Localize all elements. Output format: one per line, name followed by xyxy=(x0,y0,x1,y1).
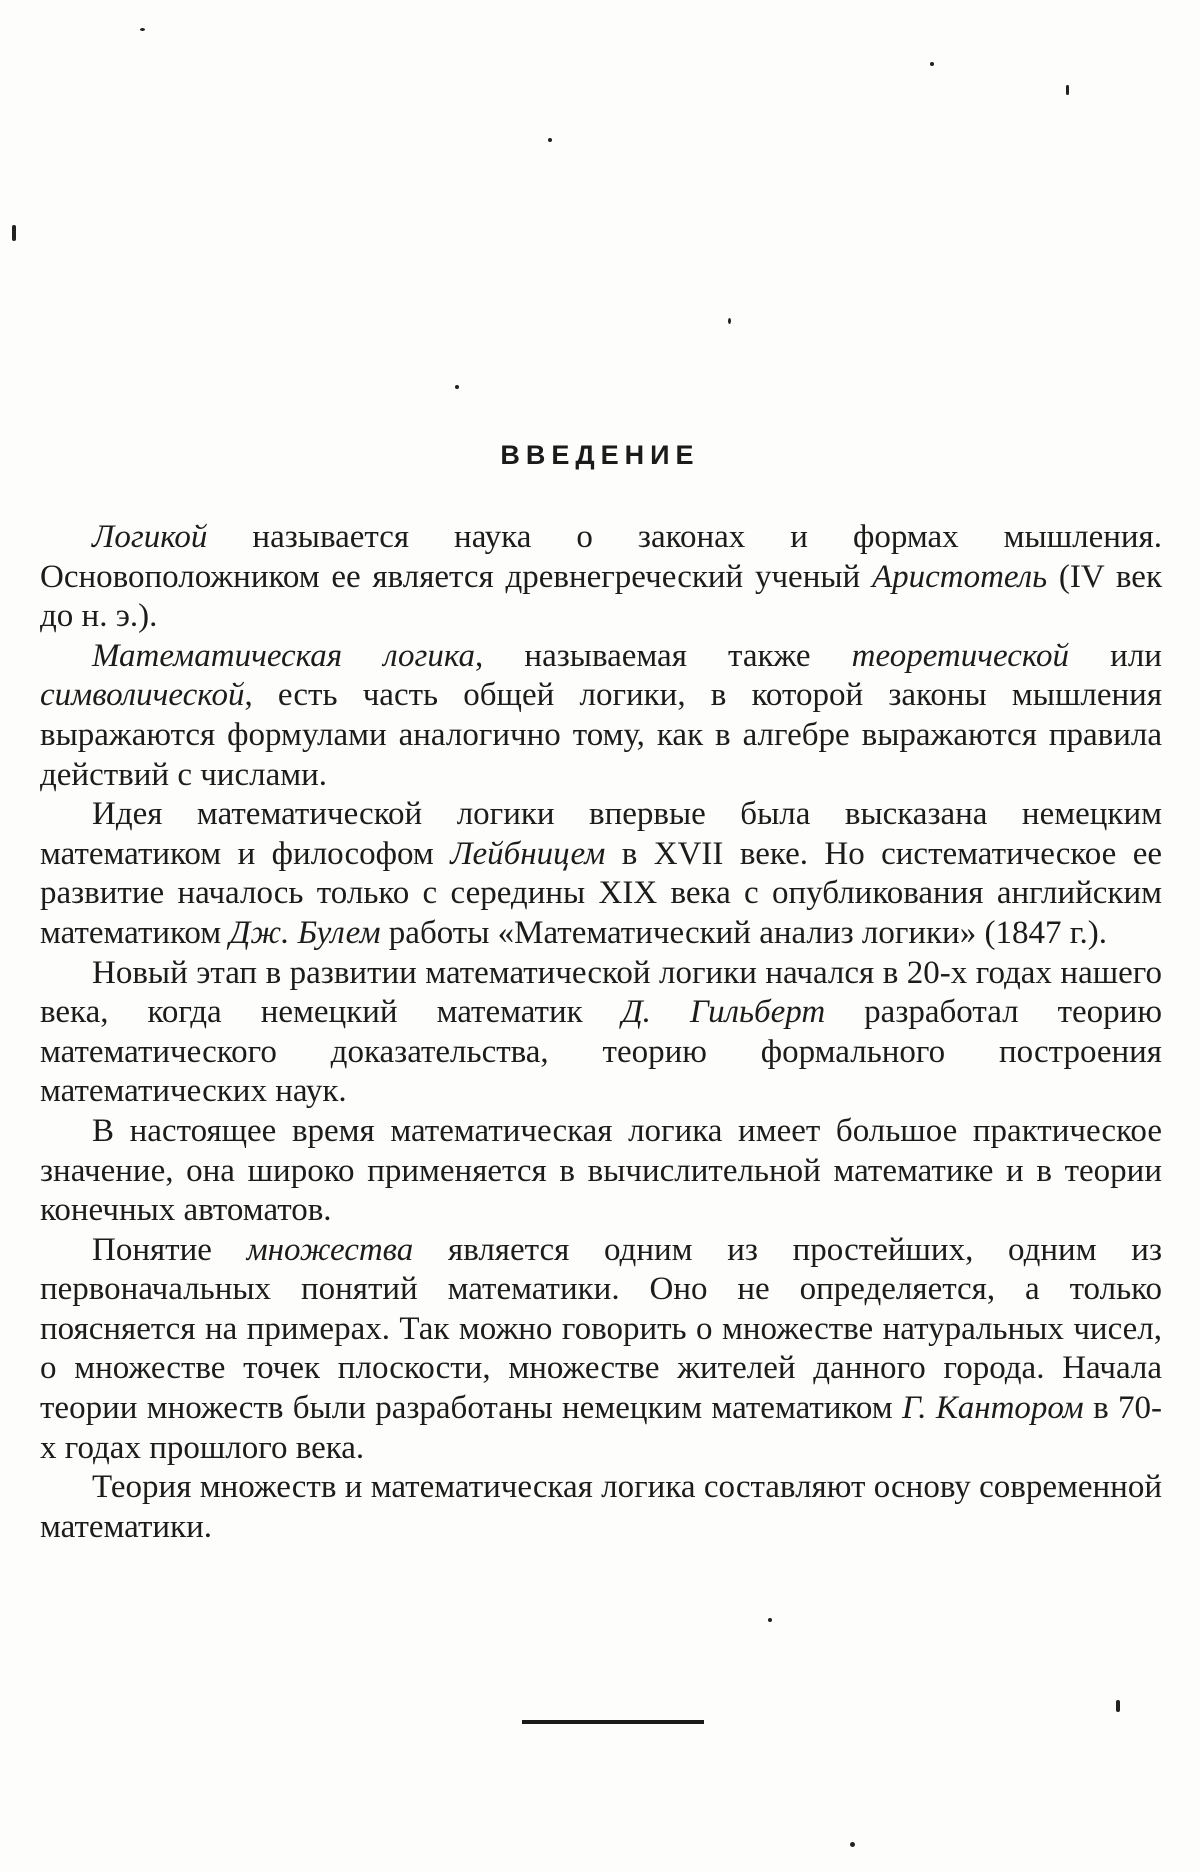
scan-speck xyxy=(768,1618,772,1622)
paragraph-applications xyxy=(40,1112,1162,1231)
paragraph-sets-concept xyxy=(40,1231,1162,1469)
text-run: называется наука о законах и формах мышления. Основоположником ее является древнегреческий ученый xyxy=(40,519,1162,595)
scan-speck xyxy=(548,138,552,142)
text-run: , есть часть общей логики, в которой законы мышления выражаются формулами аналогично тому, как в алгебре выражаются правила действий с числами. xyxy=(40,677,1162,793)
chapter-heading: ВВЕДЕНИЕ xyxy=(500,440,700,470)
scan-speck xyxy=(140,28,145,31)
text-run: работы «Математический анализ логики» (1847 г.). xyxy=(380,914,1107,951)
scan-speck xyxy=(1066,85,1069,95)
body-text xyxy=(40,518,1162,1547)
text-run: В настоящее время математическая логика имеет большое практическое значение, она широко применяется в вычислительной математике и в теории конечных автоматов. xyxy=(40,1112,1162,1229)
paragraph-math-logic-definition xyxy=(40,637,1162,795)
italic-term: Математическая логика xyxy=(92,637,476,674)
text-run: в 70-х годах прошлого века. xyxy=(40,1390,1162,1466)
text-run: Понятие xyxy=(92,1231,247,1268)
scan-speck xyxy=(455,385,459,389)
italic-term: Лейбницем xyxy=(450,835,606,872)
scan-speck xyxy=(930,62,934,66)
italic-term: теоретической xyxy=(851,637,1070,674)
text-run: (IV век до н. э.). xyxy=(40,558,1162,635)
italic-term: Д. Гильберт xyxy=(621,994,826,1031)
italic-term: символической xyxy=(40,677,245,714)
italic-term: Аристотель xyxy=(871,558,1048,595)
text-run: разработал теорию математического доказательства, теорию формального построения математических наук. xyxy=(40,994,1163,1110)
paragraph-intro-logic xyxy=(40,518,1162,637)
scan-speck xyxy=(728,318,731,324)
paragraph-foundation xyxy=(40,1468,1162,1547)
paragraph-leibniz-boole xyxy=(40,795,1162,953)
italic-term: Логикой xyxy=(92,519,208,555)
italic-term: множества xyxy=(246,1231,414,1268)
text-run: является одним из простейших, одним из первоначальных понятий математики. Оно не определяется, а только поясняется на примерах. Так можно говорить о множестве натуральных чисел, о множестве точек плоскости, множестве жителей данного города. Начала теории множеств были разработаны немецким математиком xyxy=(40,1231,1162,1427)
scan-speck xyxy=(12,225,16,241)
italic-term: Дж. Булем xyxy=(229,914,381,951)
text-run: Идея математической логики впервые была высказана немецким математиком и философом xyxy=(40,796,1162,872)
italic-term: Г. Кантором xyxy=(901,1390,1084,1427)
text-run: в XVII веке. Но систематическое ее развитие началось только с середины XIX века с опубликования английским математиком xyxy=(40,835,1163,951)
text-run: Теория множеств и математическая логика составляют основу современной математики. xyxy=(40,1469,1162,1545)
end-rule xyxy=(522,1720,704,1724)
text-run: или xyxy=(1069,637,1162,674)
paragraph-hilbert xyxy=(40,954,1162,1112)
text-run: Новый этап в развитии математической логики начался в 20-х годах нашего века, когда немецкий математик xyxy=(40,954,1162,1031)
scan-speck xyxy=(850,1842,855,1847)
scan-speck xyxy=(1116,1700,1120,1712)
text-run: , называемая также xyxy=(475,637,852,674)
